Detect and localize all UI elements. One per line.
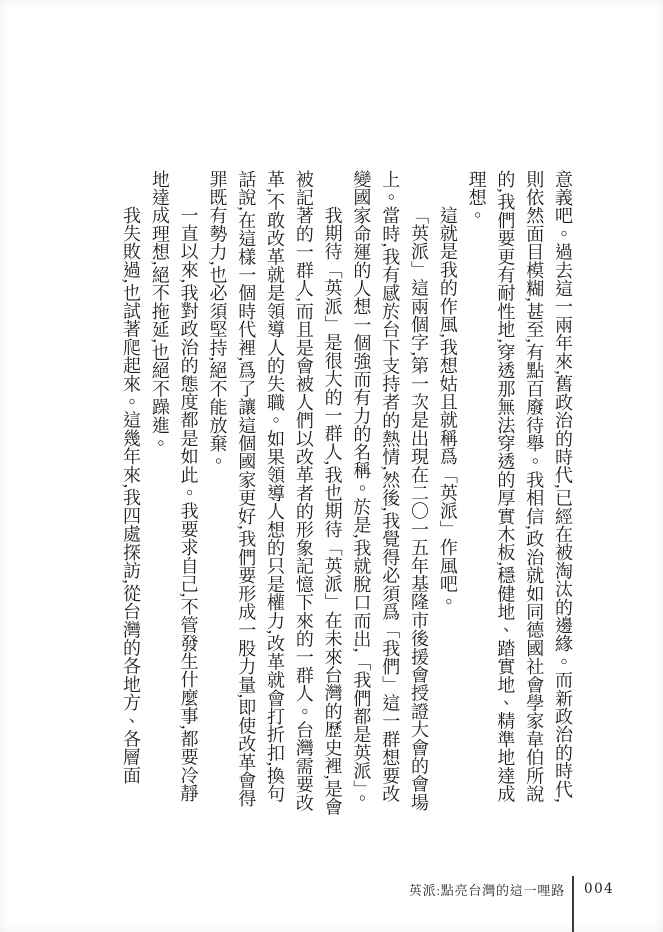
footer-book-title: 英派:點亮台灣的這一哩路 (408, 883, 565, 898)
footer-divider (572, 876, 574, 932)
body-paragraph: 我失敗過,也試著爬起來。這幾年來,我四處探訪,從台灣的各地方、各層面 (121, 206, 142, 785)
body-paragraph: 一直以來,我對政治的態度都是如此。我要求自己,不管發生什麼事,都要冷靜地達成理想,絕不拖延,也絕不躁進。 (149, 170, 199, 803)
body-paragraph: 「英派」這兩個字,第一次是出現在二〇一五年基隆市後援會授證大會的會場上。當時,我有感於台下支持者的熱情,然後,我覺得必須爲「我們」這一群想要改變國家命運的人想一個強而有力的名稱。於是,我就脫口而出,「我們都是英派」。 (351, 170, 430, 812)
page-number: 004 (584, 881, 615, 897)
body-paragraph: 這就是我的作風,我想姑且就稱爲「英派」作風吧。 (437, 206, 458, 612)
body-paragraph: 意義吧。過去這一兩年來,舊政治的時代,已經在被淘汰的邊緣。而新政治的時代,則依然面目模糊,甚至,有點百廢待舉。我相信,政治就如同德國社會學家韋伯所說的,我們要更有耐性地,穿透那無法穿透的厚實木板,穩健地、踏實地、精準地達成理想。 (466, 170, 573, 803)
body-paragraph: 我期待「英派」是很大的一群人,我也期待「英派」在未來台灣的歷史裡,是會被記著的一群人,而且是會被人們以改革者的形象記憶下來的一群人。台灣需要改革,不敢改革就是領導人的失職。如果領導人想的只是權力,改革就會打折扣,換句話說,在這樣一個時代裡,爲了讓這個國家更好,我們要形成一股力量,即使改革會得罪既有勢力,也必須堅持,絕不能放棄。 (207, 170, 343, 816)
body-text (116, 170, 577, 820)
